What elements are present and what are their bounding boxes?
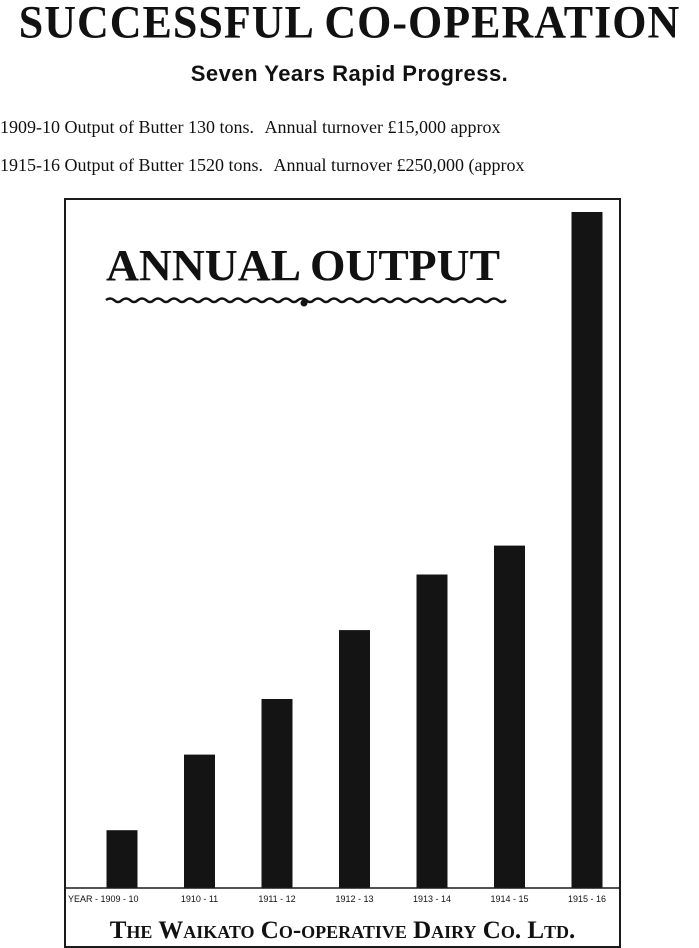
- stat-line-1909: [0, 116, 699, 138]
- headline: SUCCESSFUL CO-OPERATION: [18, 0, 681, 49]
- stat-line-1915: [0, 154, 699, 176]
- company-name: The Waikato Co-operative Dairy Co. Ltd.: [109, 917, 576, 944]
- bars: [107, 212, 603, 888]
- chart-frame: [64, 198, 621, 948]
- stat-output: Output of Butter 1520 tons.: [64, 155, 263, 175]
- annual-output-chart: [66, 200, 619, 912]
- stat-turnover: Annual turnover £250,000 (approx: [273, 155, 525, 175]
- bar-1910-11: [184, 755, 215, 888]
- subheadline: Seven Years Rapid Progress.: [190, 61, 509, 86]
- x-tick-labels: [68, 894, 606, 904]
- x-tick-label: 1910 - 11: [180, 894, 219, 904]
- bar-1915-16: [572, 212, 603, 888]
- bar-1911-12: [262, 699, 293, 888]
- stat-year: 1915-16: [0, 155, 60, 175]
- stat-year: 1909-10: [0, 117, 60, 137]
- x-tick-label: 1912 - 13: [335, 894, 374, 904]
- stat-turnover: Annual turnover £15,000 approx: [264, 117, 501, 137]
- x-tick-label: 1915 - 16: [567, 894, 607, 904]
- stat-output: Output of Butter 130 tons.: [64, 117, 254, 137]
- x-tick-label: 1913 - 14: [412, 894, 452, 904]
- bar-1914-15: [494, 546, 525, 888]
- bar-1909-10: [107, 830, 138, 888]
- x-tick-label: 1911 - 12: [258, 894, 296, 904]
- chart-title: ANNUAL OUTPUT: [106, 241, 500, 290]
- x-tick-label: 1914 - 15: [490, 894, 529, 904]
- bar-1913-14: [417, 575, 448, 889]
- title-underline-ornament: [106, 299, 506, 307]
- x-tick-label: YEAR - 1909 - 10: [68, 894, 139, 904]
- bar-1912-13: [339, 630, 370, 888]
